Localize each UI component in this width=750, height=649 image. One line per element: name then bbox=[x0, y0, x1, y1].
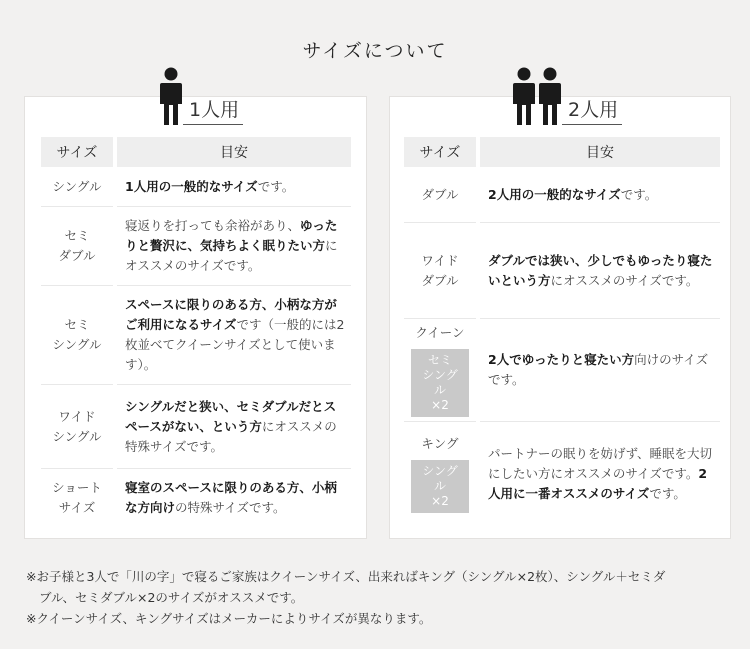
single-size-card bbox=[24, 96, 367, 539]
size-cell: キング シングル ×2 bbox=[404, 422, 476, 525]
size-cell: ワイド シングル bbox=[41, 385, 113, 469]
header-guide: 目安 bbox=[480, 137, 720, 167]
size-cell: クイーン セミ シングル ×2 bbox=[404, 319, 476, 422]
header-size: サイズ bbox=[41, 137, 113, 167]
table-row bbox=[41, 385, 351, 469]
footnote-line: ※クイーンサイズ、キングサイズはメーカーによりサイズが異なります。 bbox=[26, 611, 432, 626]
desc-cell: 寝返りを打っても余裕があり、ゆったりと贅沢に、気持ちよく眠りたい方にオススメのサイズです。 bbox=[117, 207, 351, 286]
table-row bbox=[41, 286, 351, 385]
footnotes bbox=[26, 566, 736, 629]
person-icon bbox=[159, 67, 183, 125]
table-row bbox=[41, 207, 351, 286]
desc-cell: 2人用の一般的なサイズです。 bbox=[480, 167, 720, 223]
desc-cell: パートナーの眠りを妨げず、睡眠を大切にしたい方にオススメのサイズです。2人用に一番オススメのサイズです。 bbox=[488, 445, 713, 501]
two-persons-icon bbox=[512, 67, 562, 125]
table-row bbox=[41, 167, 351, 207]
badge-label: 2人用 bbox=[562, 99, 622, 125]
size-cell: ダブル bbox=[404, 167, 476, 223]
double-size-table bbox=[400, 137, 724, 525]
page-title: サイズについて bbox=[302, 40, 448, 62]
footnote-line: ※お子様と3人で「川の字」で寝るご家族はクイーンサイズ、出来ればキング（シングル×2枚）、シングル＋セミダ bbox=[26, 569, 666, 584]
header-size: サイズ bbox=[404, 137, 476, 167]
size-cell: ワイド ダブル bbox=[404, 223, 476, 319]
table-row bbox=[404, 167, 720, 223]
size-cell: セミ シングル bbox=[41, 286, 113, 385]
size-cell: セミ ダブル bbox=[41, 207, 113, 286]
size-cell: シングル bbox=[41, 167, 113, 207]
size-equivalent-badge: セミ シングル ×2 bbox=[411, 349, 469, 417]
desc-cell: シングルだと狭い、セミダブルだとスペースがない、という方にオススメの特殊サイズです。 bbox=[117, 385, 351, 469]
single-size-table bbox=[37, 137, 355, 527]
size-cell: ショート サイズ bbox=[52, 480, 102, 515]
two-person-badge bbox=[512, 67, 622, 125]
table-row bbox=[404, 422, 720, 525]
footnote-line: ブル、セミダブル×2のサイズがオススメです。 bbox=[39, 590, 304, 605]
desc-cell: 寝室のスペースに限りのある方、小柄な方向けの特殊サイズです。 bbox=[125, 480, 337, 515]
header-guide: 目安 bbox=[117, 137, 351, 167]
size-equivalent-badge: シングル ×2 bbox=[411, 460, 469, 513]
desc-cell: 1人用の一般的なサイズです。 bbox=[117, 167, 351, 207]
badge-label: 1人用 bbox=[183, 99, 243, 125]
desc-cell: 2人でゆったりと寝たい方向けのサイズです。 bbox=[480, 319, 720, 422]
table-row bbox=[41, 469, 351, 527]
table-row bbox=[404, 319, 720, 422]
one-person-badge bbox=[159, 67, 243, 125]
table-row bbox=[404, 223, 720, 319]
desc-cell: スペースに限りのある方、小柄な方がご利用になるサイズです（一般的には2枚並べてクイーンサイズとして使います）。 bbox=[117, 286, 351, 385]
double-size-card bbox=[389, 96, 731, 539]
desc-cell: ダブルでは狭い、少しでもゆったり寝たいという方にオススメのサイズです。 bbox=[480, 223, 720, 319]
